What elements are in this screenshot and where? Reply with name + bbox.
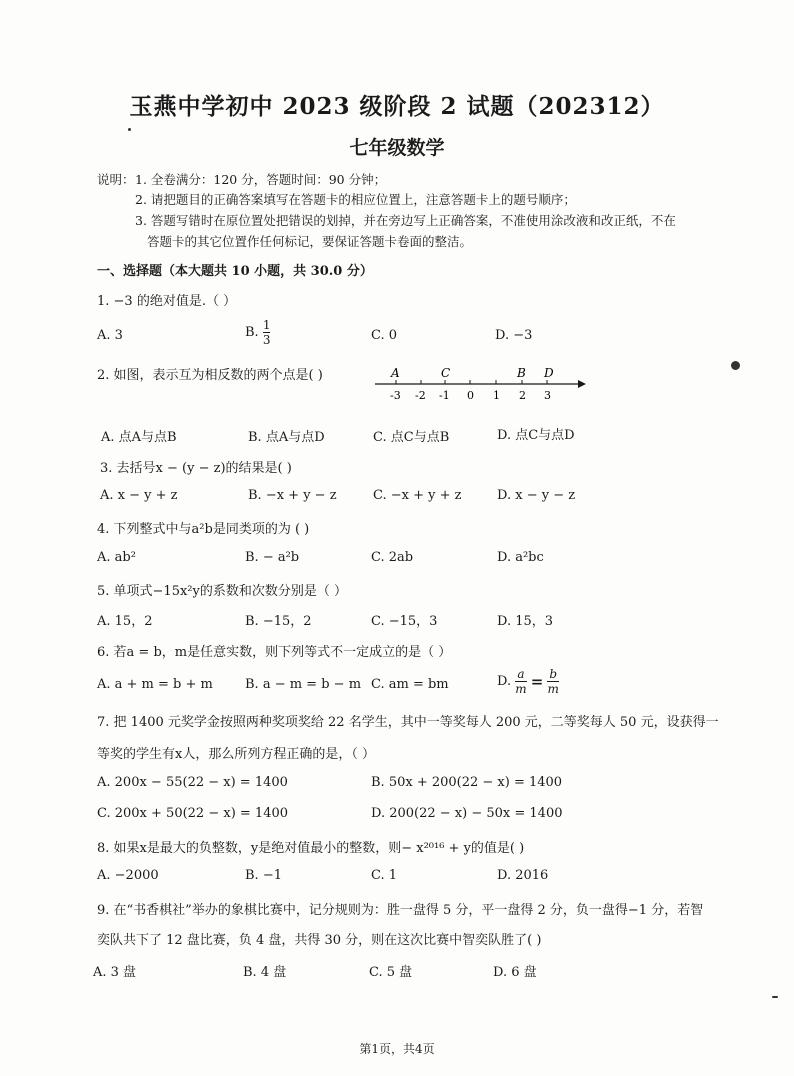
exam-subtitle: 七年级数学 xyxy=(349,137,445,159)
q1-option-c: C. 0 xyxy=(371,328,398,343)
question-9-line-1: 9. 在“书香棋社”举办的象棋比赛中，记分规则为：胜一盘得 5 分，平一盘得 2 分，负一盘得−1 分，若智 xyxy=(97,903,704,918)
q8-option-d: D. 2016 xyxy=(497,868,549,883)
page-footer: 第1页，共4页 xyxy=(359,1042,435,1056)
equals-sign: = xyxy=(530,672,544,691)
question-4: 4. 下列整式中与a²b是同类项的为 ( ) xyxy=(97,522,310,537)
scan-speck xyxy=(772,996,778,998)
q5-option-b: B. −15，2 xyxy=(245,614,312,629)
fraction-numerator: a xyxy=(517,667,525,681)
number-line-arrow xyxy=(578,380,586,388)
tick-label: 3 xyxy=(544,389,551,402)
q1-option-b-prefix: B. xyxy=(245,325,259,340)
question-8: 8. 如果x是最大的负整数，y是绝对值最小的整数，则− x²⁰¹⁶ + y的值是( ) xyxy=(97,841,525,856)
q7-option-a: A. 200x − 55(22 − x) = 1400 xyxy=(97,775,288,790)
question-7-line-1: 7. 把 1400 元奖学金按照两种奖项奖给 22 名学生，其中一等奖每人 200 元，二等奖每人 50 元，设获得一 xyxy=(97,715,719,730)
exam-title: 玉燕中学初中 2023 级阶段 2 试题（202312） xyxy=(129,93,665,120)
q8-option-b: B. −1 xyxy=(245,868,282,883)
q5-option-c: C. −15，3 xyxy=(371,614,438,629)
q1-option-d: D. −3 xyxy=(495,328,533,343)
q3-option-d: D. x − y − z xyxy=(497,488,576,503)
note-item: 答题卡的其它位置作任何标记，要保证答题卡卷面的整洁。 xyxy=(147,234,473,249)
q8-option-a: A. −2000 xyxy=(97,868,159,883)
section-heading: 一、选择题（本大题共 10 小题，共 30.0 分） xyxy=(97,264,373,279)
scan-speck xyxy=(128,128,131,131)
q1-option-a: A. 3 xyxy=(97,328,123,343)
q2-option-a: A. 点A与点B xyxy=(101,430,177,445)
question-5: 5. 单项式−15x²y的系数和次数分别是（ ） xyxy=(97,584,347,599)
q3-option-a: A. x − y + z xyxy=(100,488,178,503)
question-1: 1. −3 的绝对值是.（ ） xyxy=(97,294,237,309)
tick-label: -1 xyxy=(439,389,450,402)
q3-option-b: B. −x + y − z xyxy=(248,488,337,503)
fraction-denominator: m xyxy=(515,682,527,696)
tick-label: -2 xyxy=(415,389,426,402)
point-label: D xyxy=(544,366,554,380)
point-label: A xyxy=(391,366,400,380)
notes-label: 说明： xyxy=(97,172,135,187)
tick-label: 0 xyxy=(467,389,474,402)
q2-option-d: D. 点C与点D xyxy=(497,428,575,443)
fraction-numerator: b xyxy=(549,667,558,681)
q4-option-d: D. a²bc xyxy=(497,550,544,565)
note-item: 3. 答题写错时在原位置处把错误的划掉，并在旁边写上正确答案，不准使用涂改液和改正纸，不在 xyxy=(135,213,676,228)
fraction xyxy=(515,667,526,696)
q4-option-b: B. − a²b xyxy=(245,550,300,565)
q9-option-c: C. 5 盘 xyxy=(369,965,413,980)
question-7-line-2: 等奖的学生有x人，那么所列方程正确的是，（ ） xyxy=(97,747,375,762)
fraction-denominator: 3 xyxy=(262,333,271,347)
q6-option-c: C. am = bm xyxy=(371,677,449,692)
q7-option-d: D. 200(22 − x) − 50x = 1400 xyxy=(371,806,563,821)
q5-option-a: A. 15，2 xyxy=(97,614,153,629)
question-3: 3. 去括号x − (y − z)的结果是( ) xyxy=(100,461,292,476)
q9-option-d: D. 6 盘 xyxy=(493,965,537,980)
q6-option-d xyxy=(497,667,559,696)
q9-option-b: B. 4 盘 xyxy=(243,965,287,980)
question-9-line-2: 奕队共下了 12 盘比赛，负 4 盘，共得 30 分，则在这次比赛中智奕队胜了( ) xyxy=(97,933,542,948)
q1-option-b xyxy=(245,318,270,347)
point-label: B xyxy=(517,366,526,380)
scan-speck xyxy=(731,361,740,370)
q4-option-a: A. ab² xyxy=(97,550,136,565)
q7-option-b: B. 50x + 200(22 − x) = 1400 xyxy=(371,775,563,790)
q4-option-c: C. 2ab xyxy=(371,550,414,565)
q7-option-c: C. 200x + 50(22 − x) = 1400 xyxy=(97,806,289,821)
tick-label: -3 xyxy=(390,389,401,402)
tick-label: 2 xyxy=(519,389,526,402)
fraction-numerator: 1 xyxy=(262,318,271,332)
number-line xyxy=(370,362,590,404)
q6-option-d-prefix: D. xyxy=(497,674,512,689)
point-label: C xyxy=(441,366,451,380)
fraction xyxy=(263,318,271,347)
q2-option-c: C. 点C与点B xyxy=(373,430,450,445)
q6-option-b: B. a − m = b − m xyxy=(245,677,362,692)
note-item: 2. 请把题目的正确答案填写在答题卡的相应位置上，注意答题卡上的题号顺序； xyxy=(135,192,576,207)
fraction xyxy=(547,667,558,696)
q5-option-d: D. 15，3 xyxy=(497,614,554,629)
question-6: 6. 若a = b，m是任意实数，则下列等式不一定成立的是（ ） xyxy=(97,645,452,660)
q8-option-c: C. 1 xyxy=(371,868,398,883)
question-2: 2. 如图，表示互为相反数的两个点是( ) xyxy=(97,368,323,383)
q3-option-c: C. −x + y + z xyxy=(373,488,462,503)
q9-option-a: A. 3 盘 xyxy=(93,965,137,980)
note-item: 1. 全卷满分：120 分，答题时间：90 分钟； xyxy=(135,172,387,187)
q2-option-b: B. 点A与点D xyxy=(248,430,325,445)
tick-label: 1 xyxy=(493,389,500,402)
q6-option-a: A. a + m = b + m xyxy=(97,677,213,692)
fraction-denominator: m xyxy=(547,682,559,696)
